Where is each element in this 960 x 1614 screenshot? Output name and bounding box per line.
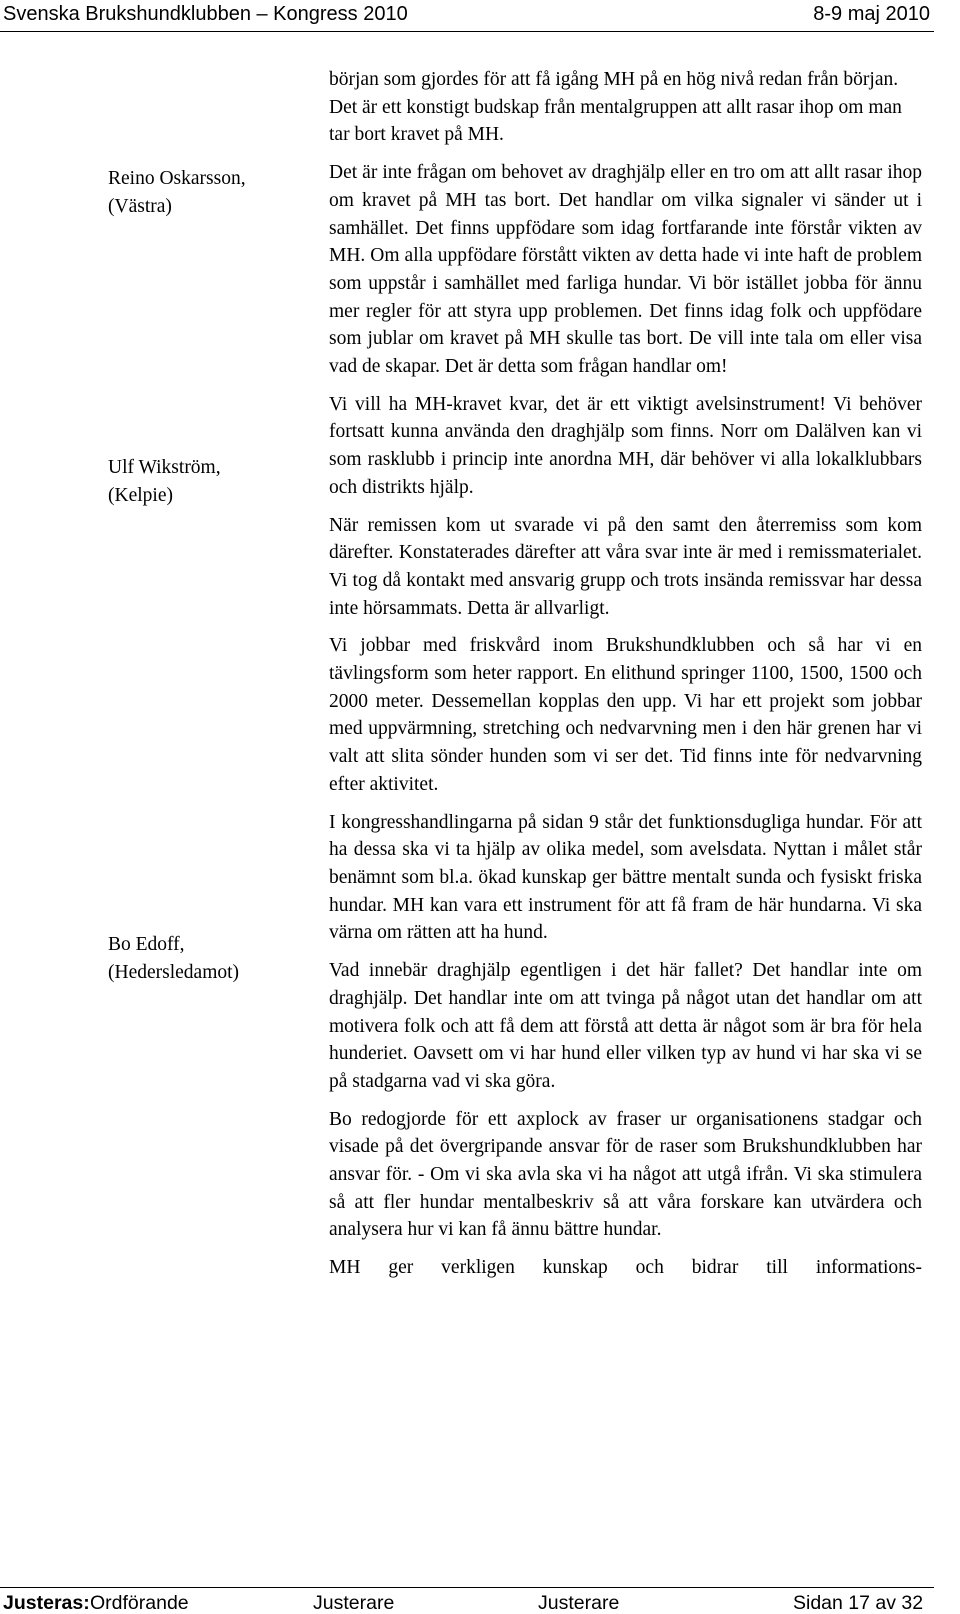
paragraph: MH ger verkligen kunskap och bidrar till informations- (329, 1257, 922, 1279)
footer-signer-chair: Ordförande (90, 1592, 189, 1614)
paragraph: början som gjordes för att få igång MH på en hög nivå redan från början. Det är ett konstigt budskap från mentalgruppen att allt rasar ihop om man tar bort kravet på MH. (329, 69, 902, 146)
footer-divider (0, 1587, 934, 1588)
paragraph: Vi jobbar med friskvård inom Brukshundklubben och så har vi en tävlingsform som heter rapport. En elithund springer 1100, 1500, 1500 och 2000 meter. Dessemellan kopplas den upp. Vi har ett projekt som jobbar med uppvärmning, stretching och nedvarvning men i den här grenen har vi valt att slita sönder hunden som vi ser det. Tid finns inte för nedvarvning efter aktivitet. (329, 635, 922, 795)
speaker-label (108, 454, 298, 510)
footer-label: Justeras: (3, 1592, 90, 1614)
header-divider (0, 31, 934, 32)
footer-signer-adjuster: Justerare (313, 1592, 395, 1614)
speaker-label (108, 165, 298, 221)
speaker-affiliation: (Västra) (108, 196, 172, 217)
header-title: Svenska Brukshundklubben – Kongress 2010 (3, 2, 408, 25)
page-number: Sidan 17 av 32 (793, 1592, 924, 1614)
paragraph: Det är inte frågan om behovet av draghjälp eller en tro om att allt rasar ihop om kravet på MH tas bort. Det handlar om vilka signaler vi sänder ut i samhället. Det finns uppfödare som idag fortfarande inte förstår vikten av MH. Om alla uppfödare förstått vikten av detta hade vi inte haft de problem som uppstår i samhället med farliga hundar. Vi bör istället jobba för ännu mer regler för att styra upp problemen. Det finns idag folk och uppfödare som jublar om kravet på MH skulle tas bort. De vill inte tala om eller visa vad de skapar. Det är detta som frågan handlar om! (329, 162, 922, 378)
paragraph: Vi vill ha MH-kravet kvar, det är ett viktigt avelsinstrument! Vi behöver fortsatt kunna använda den draghjälp som finns. Norr om Dalälven kan vi som rasklubb i princip inte anordna MH, där behöver vi alla lokalklubbars och distrikts hjälp. (329, 393, 922, 498)
footer-signer-adjuster: Justerare (538, 1592, 620, 1614)
speaker-affiliation: (Kelpie) (108, 485, 173, 506)
paragraph: När remissen kom ut svarade vi på den samt den återremiss som kom därefter. Konstaterades därefter att våra svar inte är med i remissmaterialet. Vi tog då kontakt med ansvarig grupp och trots insända remissvar har dessa inte hörsammats. Detta är allvarligt. (329, 514, 922, 619)
paragraph: I kongresshandlingarna på sidan 9 står det funktionsdugliga hundar. För att ha dessa ska vi ta hjälp av olika medel, som avelsdata. Nyttan i målet står benämnt som bl.a. ökad kunskap ger bättre mentalt sunda och fysiskt friska hundar. MH kan vara ett instrument för att få fram de här hundarna. Vi ska värna om rätten att ha hund. (329, 811, 922, 944)
speaker-name: Bo Edoff, (108, 934, 185, 955)
paragraph: Bo redogjorde för ett axplock av fraser ur organisationens stadgar och visade på det övergripande ansvar för de raser som Brukshundklubben har ansvar för. - Om vi ska avla ska vi ha något att utgå ifrån. Vi ska stimulera så att fler hundar mentalbeskriv så att våra forskare kan utvärdera och analysera hur vi kan få ännu bättre hundar. (329, 1108, 922, 1241)
speaker-affiliation: (Hedersledamot) (108, 962, 240, 983)
speaker-name: Ulf Wikström, (108, 457, 221, 478)
paragraph: Vad innebär draghjälp egentligen i det här fallet? Det handlar inte om draghjälp. Det handlar inte om att tvinga på något utan det handlar om att motivera folk och att få dem att förstå att detta är något som är bra för hela hunderiet. Oavsett om vi har hund eller vilken typ av hund vi har ska vi se på stadgarna vad vi ska göra. (329, 960, 922, 1092)
minutes-body (329, 66, 922, 1292)
page-header (3, 0, 930, 28)
page-footer (3, 1593, 933, 1613)
speaker-label (108, 931, 298, 987)
header-date: 8-9 maj 2010 (813, 2, 930, 25)
speaker-name: Reino Oskarsson, (108, 168, 246, 189)
